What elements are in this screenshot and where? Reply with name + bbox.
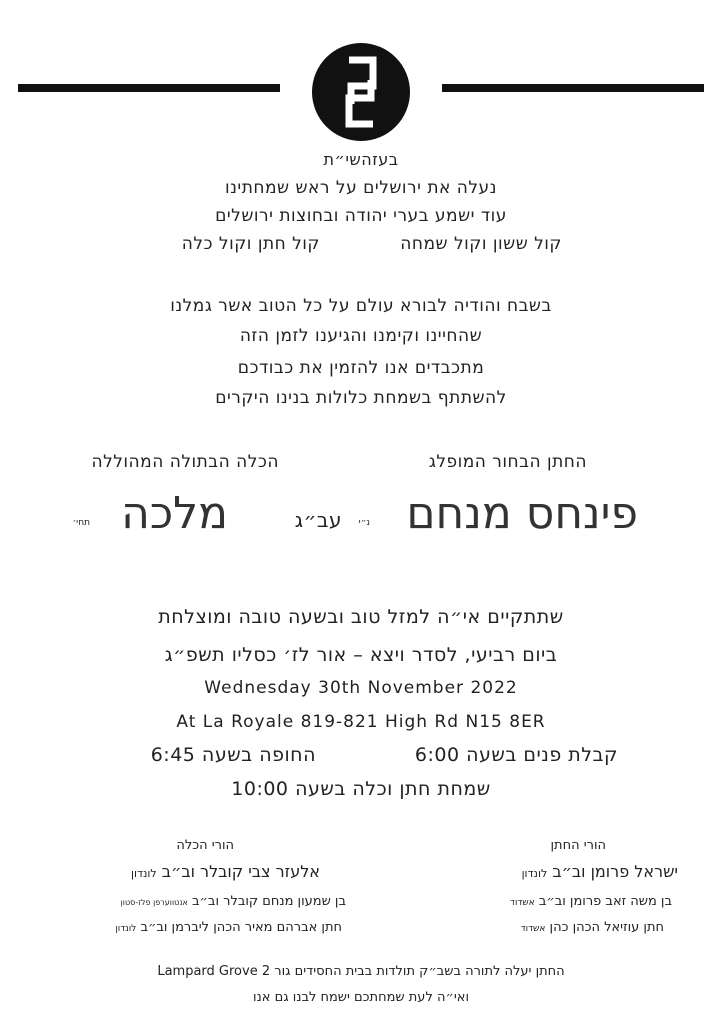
intro-line-2: שהחיינו וקימנו והגיענו לזמן הזה (239, 326, 483, 346)
groom-parent-name: בן משה זאב פרומן וב״ב (538, 894, 672, 909)
event-venue: At La Royale 819-821 High Rd N15 8ER (176, 712, 546, 732)
bride-title: הכלה הבתולה המהוללה (91, 452, 279, 472)
intro-line-4: להשתתף בשמחת כלולות בנינו היקרים (215, 388, 507, 408)
bride-parent-place: לונדון (115, 924, 137, 934)
event-hebrew-date: ביום רביעי, לסדר ויצא – אור לז׳ כסליו תשפ״ג (164, 644, 558, 666)
intro-line-3: מתכבדים אנו להזמין את כבודכם (237, 358, 485, 378)
verse-line-2: עוד ישמע בערי יהודה ובחוצות ירושלים (215, 206, 507, 226)
groom-parents-row-1 (522, 862, 678, 881)
bride-suffix: תחי׳ (72, 518, 90, 528)
groom-parent-name: חתן עוזיאל הכהן כהן (549, 920, 664, 935)
event-wish: שתתקיים אי״ה למזל טוב ובשעה טובה ומוצלחת (158, 606, 564, 628)
footer-line-2: ואי״ה לעת שמחתכם ישמח לבנו גם אנו (253, 990, 469, 1005)
groom-parent-name: ישראל פרומן וב״ב (552, 862, 678, 881)
monogram-logo-icon (311, 42, 411, 142)
top-right-bar (442, 84, 704, 92)
groom-title: החתן הבחור המופלג (428, 452, 587, 472)
bride-parent-place: לונדון (131, 867, 157, 880)
bride-parent-name: אלעזר צבי קובלר וב״ב (161, 862, 320, 881)
bride-parents-row-2 (121, 894, 346, 909)
footer-line-1: החתן יעלה לתורה בשב״ק תולדות בבית החסידים גור 2 Lampard Grove (157, 964, 565, 979)
bride-parent-name: חתן אברהם מאיר הכהן ליברמן וב״ב (140, 920, 342, 935)
bride-name: מלכה (121, 488, 228, 539)
groom-suffix: נ״י (358, 518, 370, 528)
event-celebration: שמחת חתן וכלה בשעה 10:00 (231, 778, 491, 800)
bride-parents-row-3 (115, 920, 342, 935)
bride-parent-place: אנטווערפן פלז-סטון (120, 898, 188, 907)
groom-parents-row-2 (510, 894, 672, 909)
bride-parents-row-1 (131, 862, 320, 881)
groom-parent-place: לונדון (521, 867, 548, 880)
groom-parents-title: הורי החתן (550, 838, 606, 853)
intro-line-1: בשבח והודיה לבורא עולם על כל הטוב אשר גמלנו (170, 296, 552, 316)
couple-connector: עב״ג (294, 508, 342, 532)
bride-parent-name: בן שמעון מנחם קובלר וב״ב (192, 894, 346, 909)
blessing-text: בעזהשי״ת (323, 150, 399, 169)
groom-parent-place: אשדוד (520, 924, 546, 934)
event-english-date: Wednesday 30th November 2022 (204, 678, 518, 698)
verse-line-1: נעלה את ירושלים על ראש שמחתינו (224, 178, 497, 198)
bride-parents-title: הורי הכלה (176, 838, 234, 853)
groom-parents-row-3 (521, 920, 664, 935)
verse-line-3-left: קול חתן וקול כלה (181, 234, 320, 254)
groom-name: פינחס מנחם (406, 488, 638, 539)
groom-parent-place: אשדוד (510, 898, 535, 908)
verse-line-3-right: קול ששון וקול שמחה (400, 234, 562, 254)
event-reception: קבלת פנים בשעה 6:00 (414, 744, 618, 766)
event-chuppah: החופה בשעה 6:45 (150, 744, 316, 766)
top-left-bar (18, 84, 280, 92)
